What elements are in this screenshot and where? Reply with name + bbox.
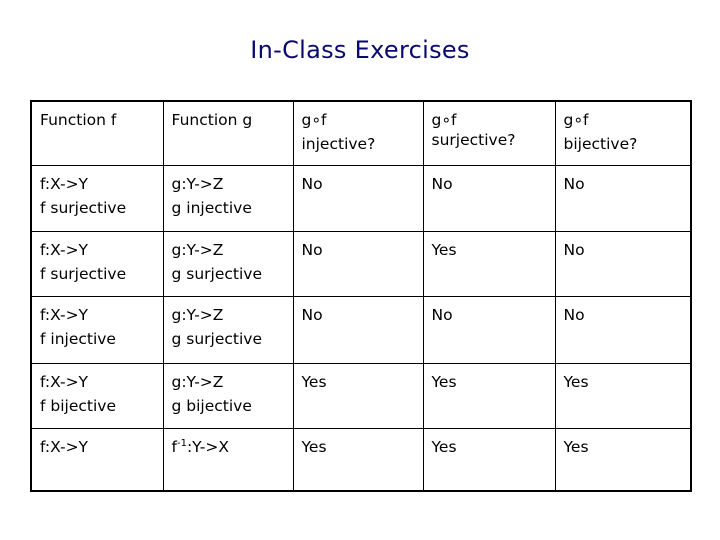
cell-text: No — [431, 306, 453, 325]
cell-text: g:Y->Z — [171, 372, 224, 391]
table-row — [31, 363, 691, 428]
table-row — [31, 232, 691, 297]
page-title: In-Class Exercises — [250, 36, 470, 64]
cell-text: f:X->Y — [40, 241, 89, 260]
cell-text: No — [301, 241, 323, 260]
superscript: -1 — [176, 437, 187, 449]
table-header-row — [31, 101, 691, 165]
cell-text: g surjective — [171, 265, 262, 284]
cell-text: g:Y->Z — [171, 241, 224, 260]
cell-text: f injective — [40, 330, 116, 349]
cell-text: Yes — [431, 438, 457, 457]
cell-function-g — [163, 363, 293, 428]
cell-text: Yes — [431, 241, 457, 260]
cell-text: Yes — [563, 438, 589, 457]
cell-text: f surjective — [40, 198, 127, 217]
cell-text: g:Y->Z — [171, 174, 224, 193]
cell-text: Yes — [301, 372, 327, 391]
cell-surjective — [423, 363, 555, 428]
cell-text: f — [171, 438, 177, 457]
cell-bijective — [555, 165, 691, 231]
cell-bijective — [555, 363, 691, 428]
cell-injective — [293, 232, 423, 297]
cell-text: g surjective — [171, 330, 262, 349]
cell-text: No — [563, 174, 585, 193]
cell-text: Yes — [563, 372, 589, 391]
cell-function-g — [163, 165, 293, 231]
table-row — [31, 297, 691, 363]
cell-text: f:X->Y — [40, 372, 89, 391]
cell-text: g injective — [171, 198, 252, 217]
cell-injective — [293, 297, 423, 363]
header-label: g∘f — [301, 111, 327, 129]
header-label: Function g — [171, 111, 253, 129]
cell-surjective — [423, 165, 555, 231]
cell-bijective — [555, 297, 691, 363]
cell-text: f:X->Y — [40, 174, 89, 193]
cell-text: No — [431, 174, 453, 193]
inverse-function-label — [172, 435, 287, 459]
cell-text: f:X->Y — [40, 438, 89, 457]
cell-text: Yes — [431, 372, 457, 391]
cell-function-g — [163, 297, 293, 363]
cell-function-f — [31, 429, 163, 491]
header-gof-surjective — [423, 101, 555, 165]
cell-text: g:Y->Z — [171, 306, 224, 325]
header-function-g — [163, 101, 293, 165]
cell-function-g — [163, 429, 293, 491]
cell-injective — [293, 165, 423, 231]
cell-text: :Y->X — [186, 438, 230, 457]
header-gof-bijective — [555, 101, 691, 165]
table-row — [31, 429, 691, 491]
cell-text: No — [301, 174, 323, 193]
header-label: injective? — [301, 135, 376, 153]
cell-bijective — [555, 429, 691, 491]
cell-text: f surjective — [40, 265, 127, 284]
header-label: surjective? — [431, 131, 516, 149]
cell-function-g — [163, 232, 293, 297]
header-label: g∘f — [563, 111, 589, 129]
cell-function-f — [31, 297, 163, 363]
cell-injective — [293, 429, 423, 491]
table-row — [31, 165, 691, 231]
cell-function-f — [31, 232, 163, 297]
cell-text: No — [301, 306, 323, 325]
header-label: g∘f — [431, 111, 457, 129]
cell-surjective — [423, 429, 555, 491]
cell-injective — [293, 363, 423, 428]
cell-bijective — [555, 232, 691, 297]
header-gof-injective — [293, 101, 423, 165]
cell-function-f — [31, 165, 163, 231]
cell-text: No — [563, 241, 585, 260]
cell-surjective — [423, 297, 555, 363]
exercise-table — [30, 100, 692, 492]
cell-text: g bijective — [171, 396, 252, 415]
cell-text: Yes — [301, 438, 327, 457]
cell-text: f bijective — [40, 396, 116, 415]
cell-function-f — [31, 363, 163, 428]
header-function-f — [31, 101, 163, 165]
cell-text: f:X->Y — [40, 306, 89, 325]
cell-surjective — [423, 232, 555, 297]
cell-text: No — [563, 306, 585, 325]
header-label: bijective? — [563, 135, 638, 153]
header-label: Function f — [40, 111, 117, 129]
